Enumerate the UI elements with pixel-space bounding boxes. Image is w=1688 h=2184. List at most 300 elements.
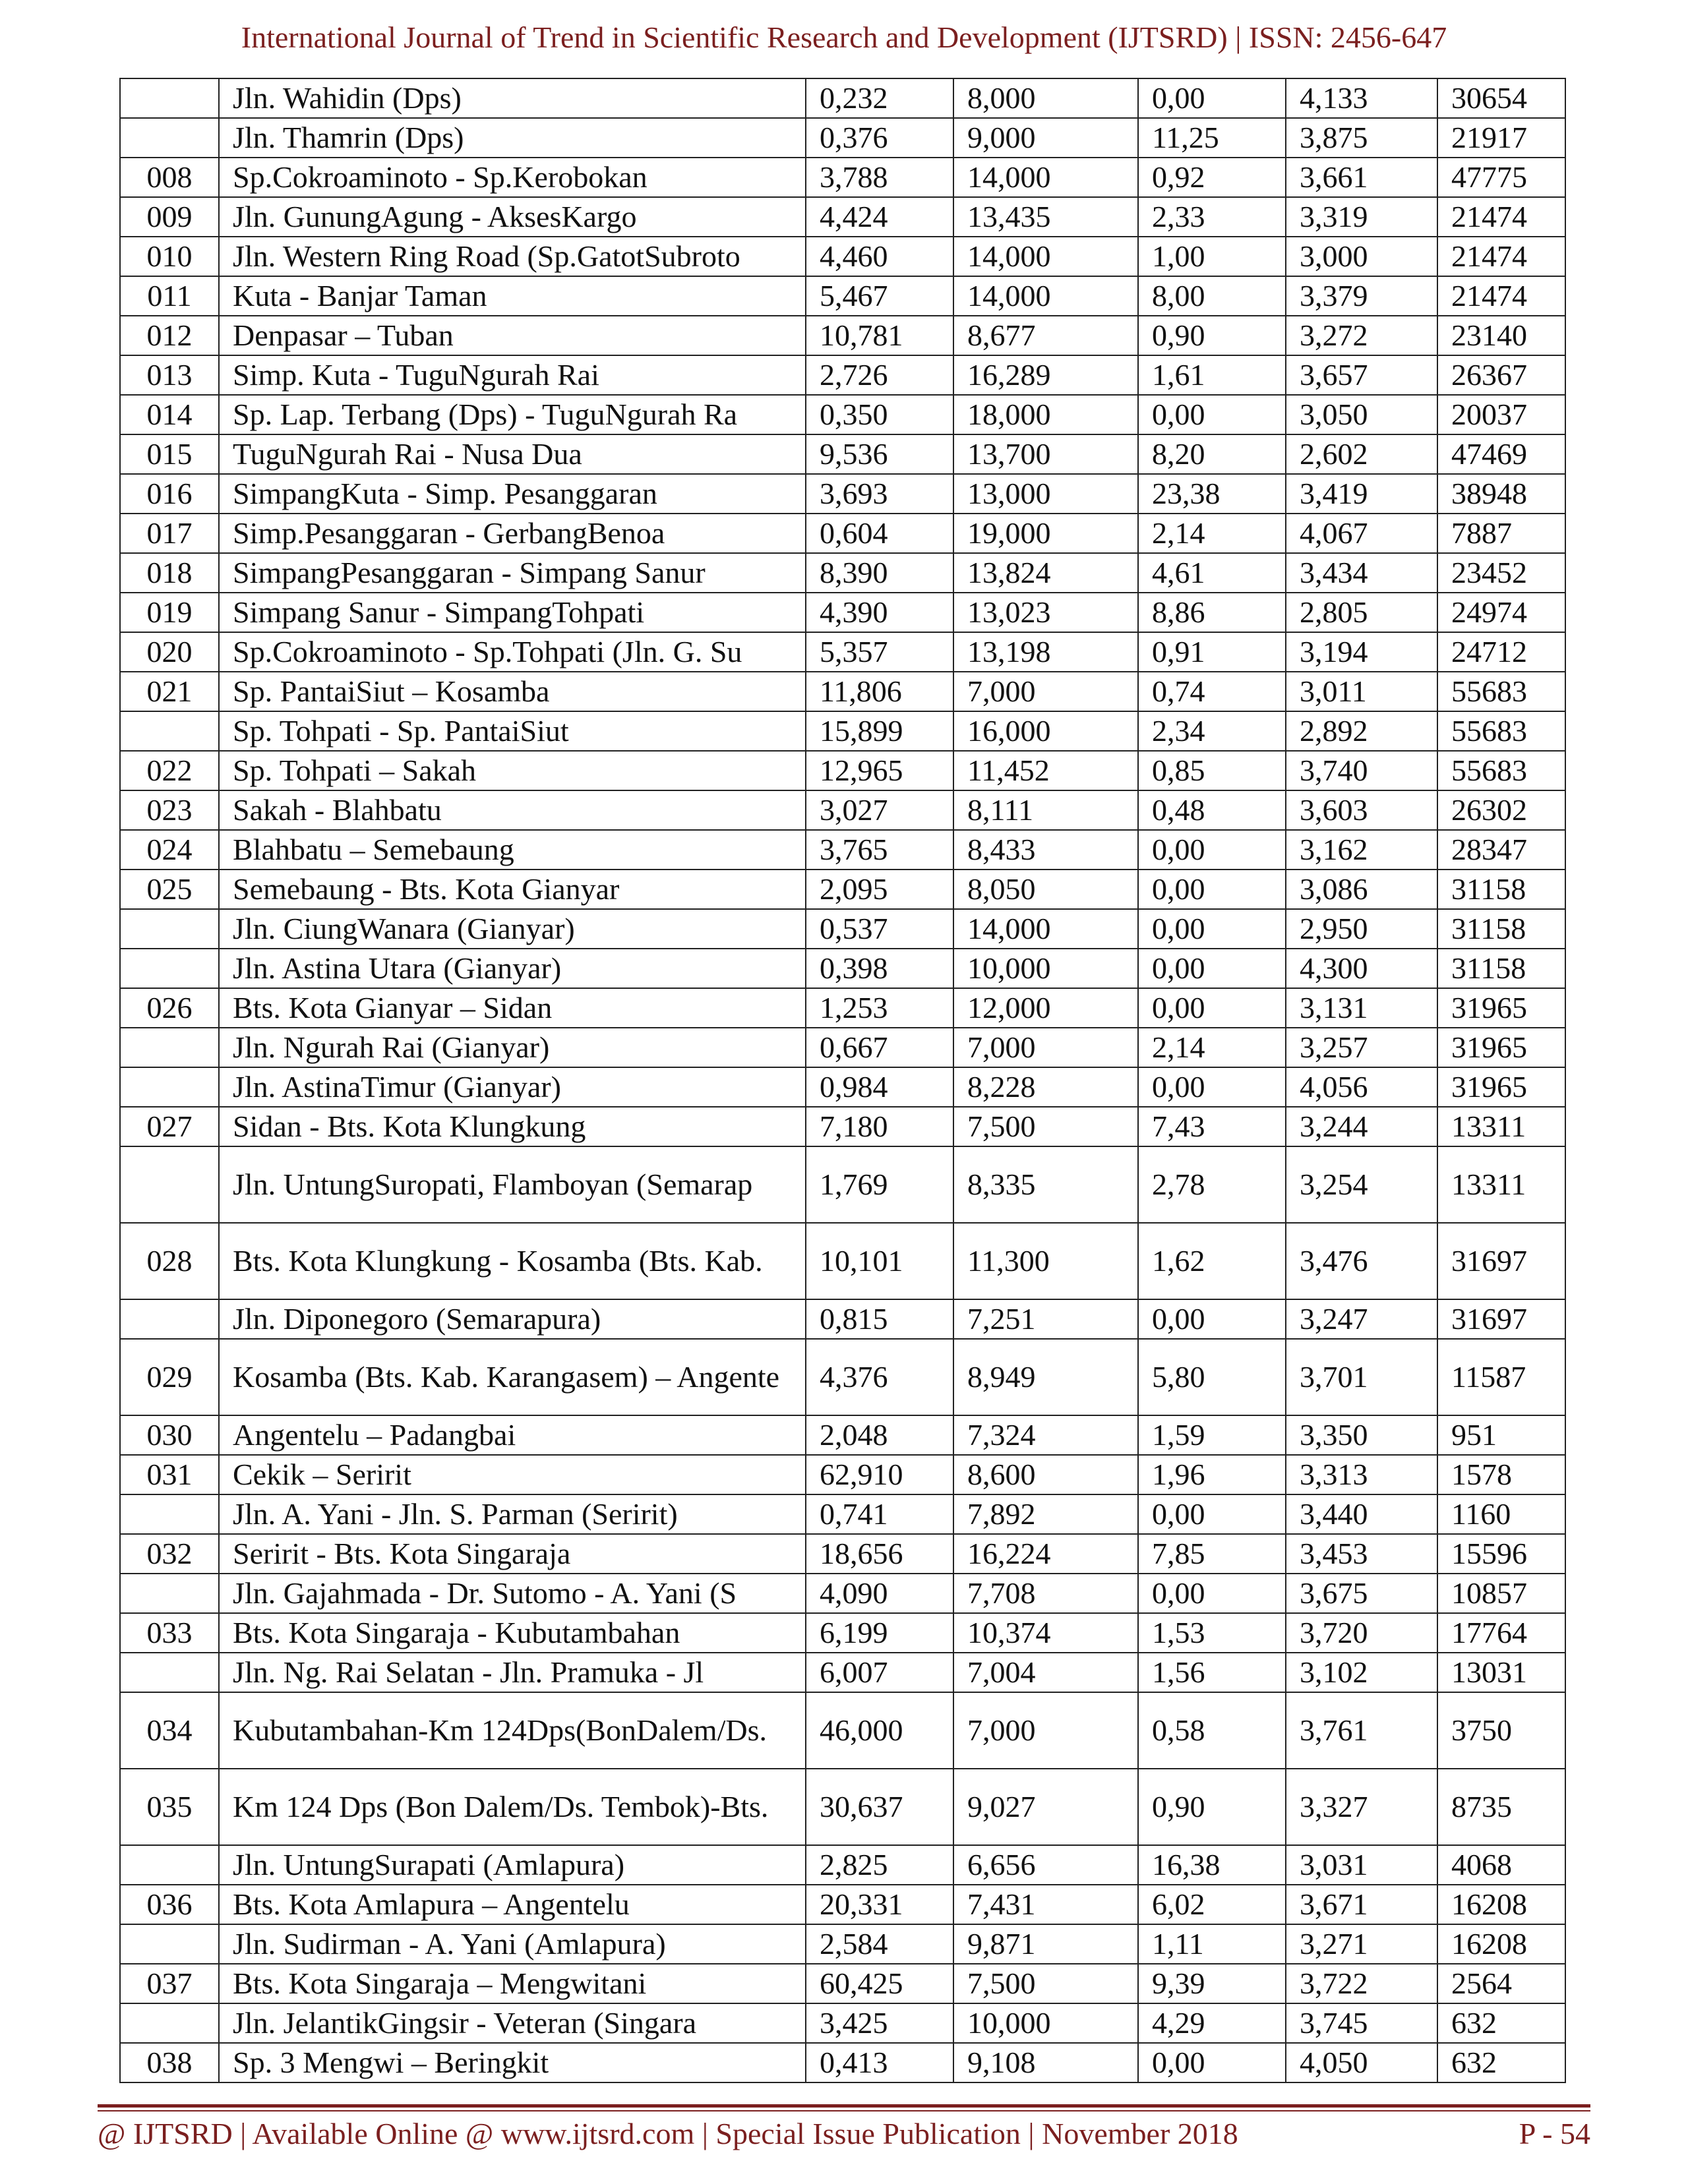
cell-value-c: 0,00 (1138, 870, 1286, 909)
cell-length: 3,027 (806, 790, 953, 830)
cell-value-d: 3,875 (1286, 118, 1437, 158)
cell-value-d: 3,102 (1286, 1653, 1437, 1692)
cell-traffic-volume: 55683 (1437, 751, 1565, 790)
cell-value-d: 3,031 (1286, 1845, 1437, 1885)
cell-road-code: 029 (120, 1339, 219, 1415)
cell-traffic-volume: 1160 (1437, 1494, 1565, 1534)
cell-road-code: 034 (120, 1692, 219, 1769)
cell-width: 7,892 (953, 1494, 1138, 1534)
footer-publication-info: @ IJTSRD | Available Online @ www.ijtsrd.com | Special Issue Publication | November 2018 (98, 2117, 1238, 2150)
cell-width: 8,677 (953, 316, 1138, 355)
cell-traffic-volume: 4068 (1437, 1845, 1565, 1885)
table-row (120, 1845, 1565, 1885)
table-row (120, 1339, 1565, 1415)
cell-road-code: 028 (120, 1223, 219, 1299)
cell-traffic-volume: 47775 (1437, 158, 1565, 197)
cell-value-c: 5,80 (1138, 1339, 1286, 1415)
table-row (120, 197, 1565, 237)
table-row (120, 593, 1565, 632)
cell-value-c: 0,00 (1138, 1299, 1286, 1339)
cell-width: 9,871 (953, 1924, 1138, 1964)
cell-value-d: 3,162 (1286, 830, 1437, 870)
cell-value-c: 2,78 (1138, 1146, 1286, 1223)
cell-width: 18,000 (953, 395, 1138, 434)
cell-road-code (120, 1653, 219, 1692)
cell-traffic-volume: 13031 (1437, 1653, 1565, 1692)
cell-road-name: Jln. Ngurah Rai (Gianyar) (219, 1028, 806, 1067)
table-row (120, 1924, 1565, 1964)
table-row (120, 237, 1565, 276)
cell-value-c: 0,00 (1138, 1067, 1286, 1107)
cell-road-name: Sp.Cokroaminoto - Sp.Kerobokan (219, 158, 806, 197)
cell-road-name: Jln. GunungAgung - AksesKargo (219, 197, 806, 237)
cell-traffic-volume: 31965 (1437, 1067, 1565, 1107)
cell-width: 13,824 (953, 553, 1138, 593)
cell-value-d: 2,892 (1286, 711, 1437, 751)
cell-road-code (120, 949, 219, 988)
cell-value-c: 8,00 (1138, 276, 1286, 316)
table-row (120, 514, 1565, 553)
cell-width: 13,000 (953, 474, 1138, 514)
cell-length: 4,424 (806, 197, 953, 237)
cell-length: 0,984 (806, 1067, 953, 1107)
cell-traffic-volume: 31158 (1437, 909, 1565, 949)
cell-value-c: 0,85 (1138, 751, 1286, 790)
cell-traffic-volume: 20037 (1437, 395, 1565, 434)
data-table-container (119, 78, 1565, 2083)
cell-length: 15,899 (806, 711, 953, 751)
cell-road-code: 010 (120, 237, 219, 276)
cell-traffic-volume: 31965 (1437, 988, 1565, 1028)
cell-traffic-volume: 16208 (1437, 1885, 1565, 1924)
cell-road-code: 015 (120, 434, 219, 474)
table-row (120, 1455, 1565, 1494)
table-row (120, 276, 1565, 316)
cell-road-name: TuguNgurah Rai - Nusa Dua (219, 434, 806, 474)
cell-value-d: 3,327 (1286, 1769, 1437, 1845)
table-row (120, 909, 1565, 949)
cell-width: 8,949 (953, 1339, 1138, 1415)
cell-road-code: 036 (120, 1885, 219, 1924)
cell-road-name: Jln. UntungSurapati (Amlapura) (219, 1845, 806, 1885)
cell-length: 0,815 (806, 1299, 953, 1339)
cell-value-c: 0,58 (1138, 1692, 1286, 1769)
cell-width: 7,500 (953, 1964, 1138, 2003)
cell-traffic-volume: 1578 (1437, 1455, 1565, 1494)
cell-traffic-volume: 38948 (1437, 474, 1565, 514)
cell-value-d: 3,722 (1286, 1964, 1437, 2003)
cell-road-name: Bts. Kota Klungkung - Kosamba (Bts. Kab. (219, 1223, 806, 1299)
cell-road-code (120, 1299, 219, 1339)
table-row (120, 672, 1565, 711)
table-row (120, 1769, 1565, 1845)
cell-traffic-volume: 632 (1437, 2003, 1565, 2043)
cell-length: 0,232 (806, 78, 953, 118)
cell-value-d: 3,350 (1286, 1415, 1437, 1455)
cell-road-code: 016 (120, 474, 219, 514)
cell-length: 2,726 (806, 355, 953, 395)
cell-length: 0,537 (806, 909, 953, 949)
cell-length: 0,376 (806, 118, 953, 158)
cell-road-code: 037 (120, 1964, 219, 2003)
cell-road-code: 008 (120, 158, 219, 197)
cell-road-code: 021 (120, 672, 219, 711)
cell-road-name: Kuta - Banjar Taman (219, 276, 806, 316)
cell-length: 10,101 (806, 1223, 953, 1299)
cell-road-name: Jln. Ng. Rai Selatan - Jln. Pramuka - Jl (219, 1653, 806, 1692)
cell-length: 3,765 (806, 830, 953, 870)
cell-width: 9,000 (953, 118, 1138, 158)
cell-road-name: Kubutambahan-Km 124Dps(BonDalem/Ds. (219, 1692, 806, 1769)
cell-width: 14,000 (953, 158, 1138, 197)
cell-road-code: 025 (120, 870, 219, 909)
cell-width: 8,000 (953, 78, 1138, 118)
cell-road-code: 026 (120, 988, 219, 1028)
cell-value-d: 3,257 (1286, 1028, 1437, 1067)
cell-road-name: Sp. Tohpati – Sakah (219, 751, 806, 790)
cell-traffic-volume: 31965 (1437, 1028, 1565, 1067)
cell-value-c: 0,74 (1138, 672, 1286, 711)
cell-value-d: 3,272 (1286, 316, 1437, 355)
cell-road-code: 033 (120, 1613, 219, 1653)
cell-road-code: 019 (120, 593, 219, 632)
cell-value-c: 0,91 (1138, 632, 1286, 672)
cell-road-name: Sp. Tohpati - Sp. PantaiSiut (219, 711, 806, 751)
cell-value-c: 7,85 (1138, 1534, 1286, 1574)
cell-road-code: 035 (120, 1769, 219, 1845)
table-row (120, 1415, 1565, 1455)
cell-road-name: Jln. Wahidin (Dps) (219, 78, 806, 118)
cell-value-d: 2,950 (1286, 909, 1437, 949)
cell-road-name: Simp. Kuta - TuguNgurah Rai (219, 355, 806, 395)
cell-width: 8,600 (953, 1455, 1138, 1494)
cell-value-c: 4,29 (1138, 2003, 1286, 2043)
cell-road-name: Jln. Sudirman - A. Yani (Amlapura) (219, 1924, 806, 1964)
cell-length: 3,693 (806, 474, 953, 514)
cell-length: 0,741 (806, 1494, 953, 1534)
cell-value-d: 3,131 (1286, 988, 1437, 1028)
cell-road-code: 024 (120, 830, 219, 870)
table-row (120, 632, 1565, 672)
cell-length: 12,965 (806, 751, 953, 790)
cell-road-name: Sakah - Blahbatu (219, 790, 806, 830)
cell-road-name: Jln. Astina Utara (Gianyar) (219, 949, 806, 988)
cell-value-c: 1,00 (1138, 237, 1286, 276)
cell-length: 10,781 (806, 316, 953, 355)
footer-rule-thin (98, 2110, 1590, 2111)
cell-value-c: 1,53 (1138, 1613, 1286, 1653)
cell-length: 0,413 (806, 2043, 953, 2082)
cell-value-d: 3,740 (1286, 751, 1437, 790)
cell-traffic-volume: 951 (1437, 1415, 1565, 1455)
cell-road-name: Jln. A. Yani - Jln. S. Parman (Seririt) (219, 1494, 806, 1534)
cell-width: 7,251 (953, 1299, 1138, 1339)
data-table (119, 78, 1566, 2083)
cell-value-d: 3,011 (1286, 672, 1437, 711)
cell-traffic-volume: 3750 (1437, 1692, 1565, 1769)
cell-traffic-volume: 31158 (1437, 870, 1565, 909)
cell-value-c: 1,11 (1138, 1924, 1286, 1964)
cell-traffic-volume: 30654 (1437, 78, 1565, 118)
cell-width: 7,431 (953, 1885, 1138, 1924)
cell-road-name: Sp.Cokroaminoto - Sp.Tohpati (Jln. G. Su (219, 632, 806, 672)
table-row (120, 2043, 1565, 2082)
table-row (120, 949, 1565, 988)
cell-value-c: 1,96 (1138, 1455, 1286, 1494)
cell-value-c: 0,00 (1138, 949, 1286, 988)
cell-traffic-volume: 24712 (1437, 632, 1565, 672)
cell-length: 18,656 (806, 1534, 953, 1574)
cell-value-c: 0,48 (1138, 790, 1286, 830)
cell-width: 8,433 (953, 830, 1138, 870)
cell-traffic-volume: 23452 (1437, 553, 1565, 593)
cell-length: 20,331 (806, 1885, 953, 1924)
cell-traffic-volume: 31697 (1437, 1223, 1565, 1299)
cell-value-c: 9,39 (1138, 1964, 1286, 2003)
table-row (120, 988, 1565, 1028)
cell-length: 8,390 (806, 553, 953, 593)
cell-width: 9,027 (953, 1769, 1138, 1845)
cell-value-c: 1,56 (1138, 1653, 1286, 1692)
cell-road-code (120, 1574, 219, 1613)
cell-value-c: 0,00 (1138, 78, 1286, 118)
cell-traffic-volume: 7887 (1437, 514, 1565, 553)
table-row (120, 1613, 1565, 1653)
cell-road-code: 030 (120, 1415, 219, 1455)
cell-road-name: Sp. PantaiSiut – Kosamba (219, 672, 806, 711)
cell-value-c: 8,86 (1138, 593, 1286, 632)
cell-road-name: SimpangPesanggaran - Simpang Sanur (219, 553, 806, 593)
cell-road-code (120, 1924, 219, 1964)
cell-road-name: Bts. Kota Amlapura – Angentelu (219, 1885, 806, 1924)
cell-value-d: 3,476 (1286, 1223, 1437, 1299)
cell-length: 2,095 (806, 870, 953, 909)
cell-value-d: 4,300 (1286, 949, 1437, 988)
table-row (120, 553, 1565, 593)
table-row (120, 118, 1565, 158)
cell-width: 12,000 (953, 988, 1138, 1028)
cell-value-c: 0,00 (1138, 909, 1286, 949)
cell-road-name: Jln. AstinaTimur (Gianyar) (219, 1067, 806, 1107)
cell-road-name: Bts. Kota Singaraja – Mengwitani (219, 1964, 806, 2003)
table-row (120, 830, 1565, 870)
cell-traffic-volume: 23140 (1437, 316, 1565, 355)
cell-traffic-volume: 47469 (1437, 434, 1565, 474)
cell-road-code (120, 2003, 219, 2043)
cell-road-name: Bts. Kota Gianyar – Sidan (219, 988, 806, 1028)
cell-value-d: 3,319 (1286, 197, 1437, 237)
cell-value-c: 4,61 (1138, 553, 1286, 593)
cell-road-name: Cekik – Seririt (219, 1455, 806, 1494)
table-row (120, 1885, 1565, 1924)
cell-value-d: 3,271 (1286, 1924, 1437, 1964)
table-row (120, 1299, 1565, 1339)
cell-road-name: Simp.Pesanggaran - GerbangBenoa (219, 514, 806, 553)
cell-width: 14,000 (953, 909, 1138, 949)
cell-value-c: 0,00 (1138, 1574, 1286, 1613)
table-row (120, 870, 1565, 909)
table-row (120, 1653, 1565, 1692)
cell-value-c: 0,90 (1138, 316, 1286, 355)
cell-value-d: 3,244 (1286, 1107, 1437, 1146)
cell-length: 6,199 (806, 1613, 953, 1653)
cell-length: 46,000 (806, 1692, 953, 1769)
cell-road-name: Blahbatu – Semebaung (219, 830, 806, 870)
cell-value-c: 2,14 (1138, 514, 1286, 553)
cell-value-c: 11,25 (1138, 118, 1286, 158)
cell-value-c: 8,20 (1138, 434, 1286, 474)
table-row (120, 1964, 1565, 2003)
cell-road-name: SimpangKuta - Simp. Pesanggaran (219, 474, 806, 514)
table-row (120, 1067, 1565, 1107)
cell-length: 0,667 (806, 1028, 953, 1067)
cell-traffic-volume: 21474 (1437, 237, 1565, 276)
table-row (120, 1574, 1565, 1613)
table-row (120, 355, 1565, 395)
cell-traffic-volume: 15596 (1437, 1534, 1565, 1574)
cell-road-name: Kosamba (Bts. Kab. Karangasem) – Angente (219, 1339, 806, 1415)
cell-road-name: Seririt - Bts. Kota Singaraja (219, 1534, 806, 1574)
cell-value-d: 2,805 (1286, 593, 1437, 632)
cell-value-d: 3,434 (1286, 553, 1437, 593)
cell-width: 6,656 (953, 1845, 1138, 1885)
cell-width: 8,111 (953, 790, 1138, 830)
cell-traffic-volume: 11587 (1437, 1339, 1565, 1415)
cell-road-name: Denpasar – Tuban (219, 316, 806, 355)
cell-traffic-volume: 28347 (1437, 830, 1565, 870)
cell-traffic-volume: 632 (1437, 2043, 1565, 2082)
cell-length: 4,390 (806, 593, 953, 632)
cell-length: 1,769 (806, 1146, 953, 1223)
cell-traffic-volume: 13311 (1437, 1107, 1565, 1146)
cell-width: 7,004 (953, 1653, 1138, 1692)
cell-road-code: 023 (120, 790, 219, 830)
cell-road-name: Simpang Sanur - SimpangTohpati (219, 593, 806, 632)
cell-traffic-volume: 21474 (1437, 276, 1565, 316)
table-row (120, 316, 1565, 355)
cell-width: 11,300 (953, 1223, 1138, 1299)
cell-value-c: 2,33 (1138, 197, 1286, 237)
table-row (120, 711, 1565, 751)
cell-value-d: 3,720 (1286, 1613, 1437, 1653)
cell-width: 10,000 (953, 2003, 1138, 2043)
cell-width: 13,700 (953, 434, 1138, 474)
table-row (120, 1223, 1565, 1299)
cell-road-code: 012 (120, 316, 219, 355)
cell-value-d: 4,050 (1286, 2043, 1437, 2082)
table-row (120, 78, 1565, 118)
table-row (120, 474, 1565, 514)
cell-value-c: 23,38 (1138, 474, 1286, 514)
cell-road-name: Sp. Lap. Terbang (Dps) - TuguNgurah Ra (219, 395, 806, 434)
cell-value-d: 4,056 (1286, 1067, 1437, 1107)
cell-width: 7,000 (953, 1028, 1138, 1067)
cell-width: 13,198 (953, 632, 1138, 672)
cell-traffic-volume: 21474 (1437, 197, 1565, 237)
cell-value-d: 2,602 (1286, 434, 1437, 474)
cell-road-code: 020 (120, 632, 219, 672)
cell-value-c: 1,59 (1138, 1415, 1286, 1455)
cell-value-d: 3,745 (1286, 2003, 1437, 2043)
cell-length: 30,637 (806, 1769, 953, 1845)
cell-length: 2,825 (806, 1845, 953, 1885)
cell-value-d: 3,050 (1286, 395, 1437, 434)
cell-width: 9,108 (953, 2043, 1138, 2082)
cell-road-code (120, 118, 219, 158)
cell-value-d: 3,440 (1286, 1494, 1437, 1534)
cell-value-d: 3,086 (1286, 870, 1437, 909)
cell-width: 16,000 (953, 711, 1138, 751)
cell-road-name: Jln. Diponegoro (Semarapura) (219, 1299, 806, 1339)
cell-road-name: Angentelu – Padangbai (219, 1415, 806, 1455)
cell-value-c: 6,02 (1138, 1885, 1286, 1924)
cell-value-d: 3,247 (1286, 1299, 1437, 1339)
table-row (120, 751, 1565, 790)
cell-traffic-volume: 13311 (1437, 1146, 1565, 1223)
table-row (120, 2003, 1565, 2043)
cell-length: 62,910 (806, 1455, 953, 1494)
table-row (120, 790, 1565, 830)
cell-road-name: Bts. Kota Singaraja - Kubutambahan (219, 1613, 806, 1653)
cell-value-d: 3,701 (1286, 1339, 1437, 1415)
cell-length: 4,460 (806, 237, 953, 276)
cell-road-name: Sidan - Bts. Kota Klungkung (219, 1107, 806, 1146)
cell-road-code: 013 (120, 355, 219, 395)
cell-value-d: 3,313 (1286, 1455, 1437, 1494)
cell-length: 9,536 (806, 434, 953, 474)
table-row (120, 1692, 1565, 1769)
cell-length: 4,090 (806, 1574, 953, 1613)
cell-road-name: Semebaung - Bts. Kota Gianyar (219, 870, 806, 909)
cell-value-d: 4,067 (1286, 514, 1437, 553)
cell-length: 4,376 (806, 1339, 953, 1415)
cell-road-code: 032 (120, 1534, 219, 1574)
cell-width: 8,050 (953, 870, 1138, 909)
cell-length: 3,425 (806, 2003, 953, 2043)
cell-value-c: 1,61 (1138, 355, 1286, 395)
cell-road-name: Jln. Western Ring Road (Sp.GatotSubroto (219, 237, 806, 276)
table-row (120, 1494, 1565, 1534)
cell-road-code: 022 (120, 751, 219, 790)
cell-road-code: 011 (120, 276, 219, 316)
cell-road-code (120, 711, 219, 751)
cell-width: 13,023 (953, 593, 1138, 632)
table-row (120, 158, 1565, 197)
cell-length: 60,425 (806, 1964, 953, 2003)
cell-width: 7,000 (953, 672, 1138, 711)
cell-road-name: Jln. UntungSuropati, Flamboyan (Semarap (219, 1146, 806, 1223)
table-row (120, 1107, 1565, 1146)
cell-traffic-volume: 17764 (1437, 1613, 1565, 1653)
cell-value-d: 3,661 (1286, 158, 1437, 197)
table-row (120, 1028, 1565, 1067)
cell-width: 7,324 (953, 1415, 1138, 1455)
cell-width: 11,452 (953, 751, 1138, 790)
table-row (120, 434, 1565, 474)
cell-value-c: 0,00 (1138, 395, 1286, 434)
cell-width: 14,000 (953, 237, 1138, 276)
cell-road-name: Jln. JelantikGingsir - Veteran (Singara (219, 2003, 806, 2043)
cell-value-d: 3,657 (1286, 355, 1437, 395)
cell-value-c: 7,43 (1138, 1107, 1286, 1146)
cell-road-name: Jln. Gajahmada - Dr. Sutomo - A. Yani (S (219, 1574, 806, 1613)
cell-value-c: 0,90 (1138, 1769, 1286, 1845)
cell-value-d: 3,379 (1286, 276, 1437, 316)
journal-header: International Journal of Trend in Scientific Research and Development (IJTSRD) | ISSN: 2456-647 (241, 20, 1447, 54)
cell-value-d: 3,675 (1286, 1574, 1437, 1613)
cell-value-d: 3,603 (1286, 790, 1437, 830)
cell-value-c: 0,00 (1138, 2043, 1286, 2082)
